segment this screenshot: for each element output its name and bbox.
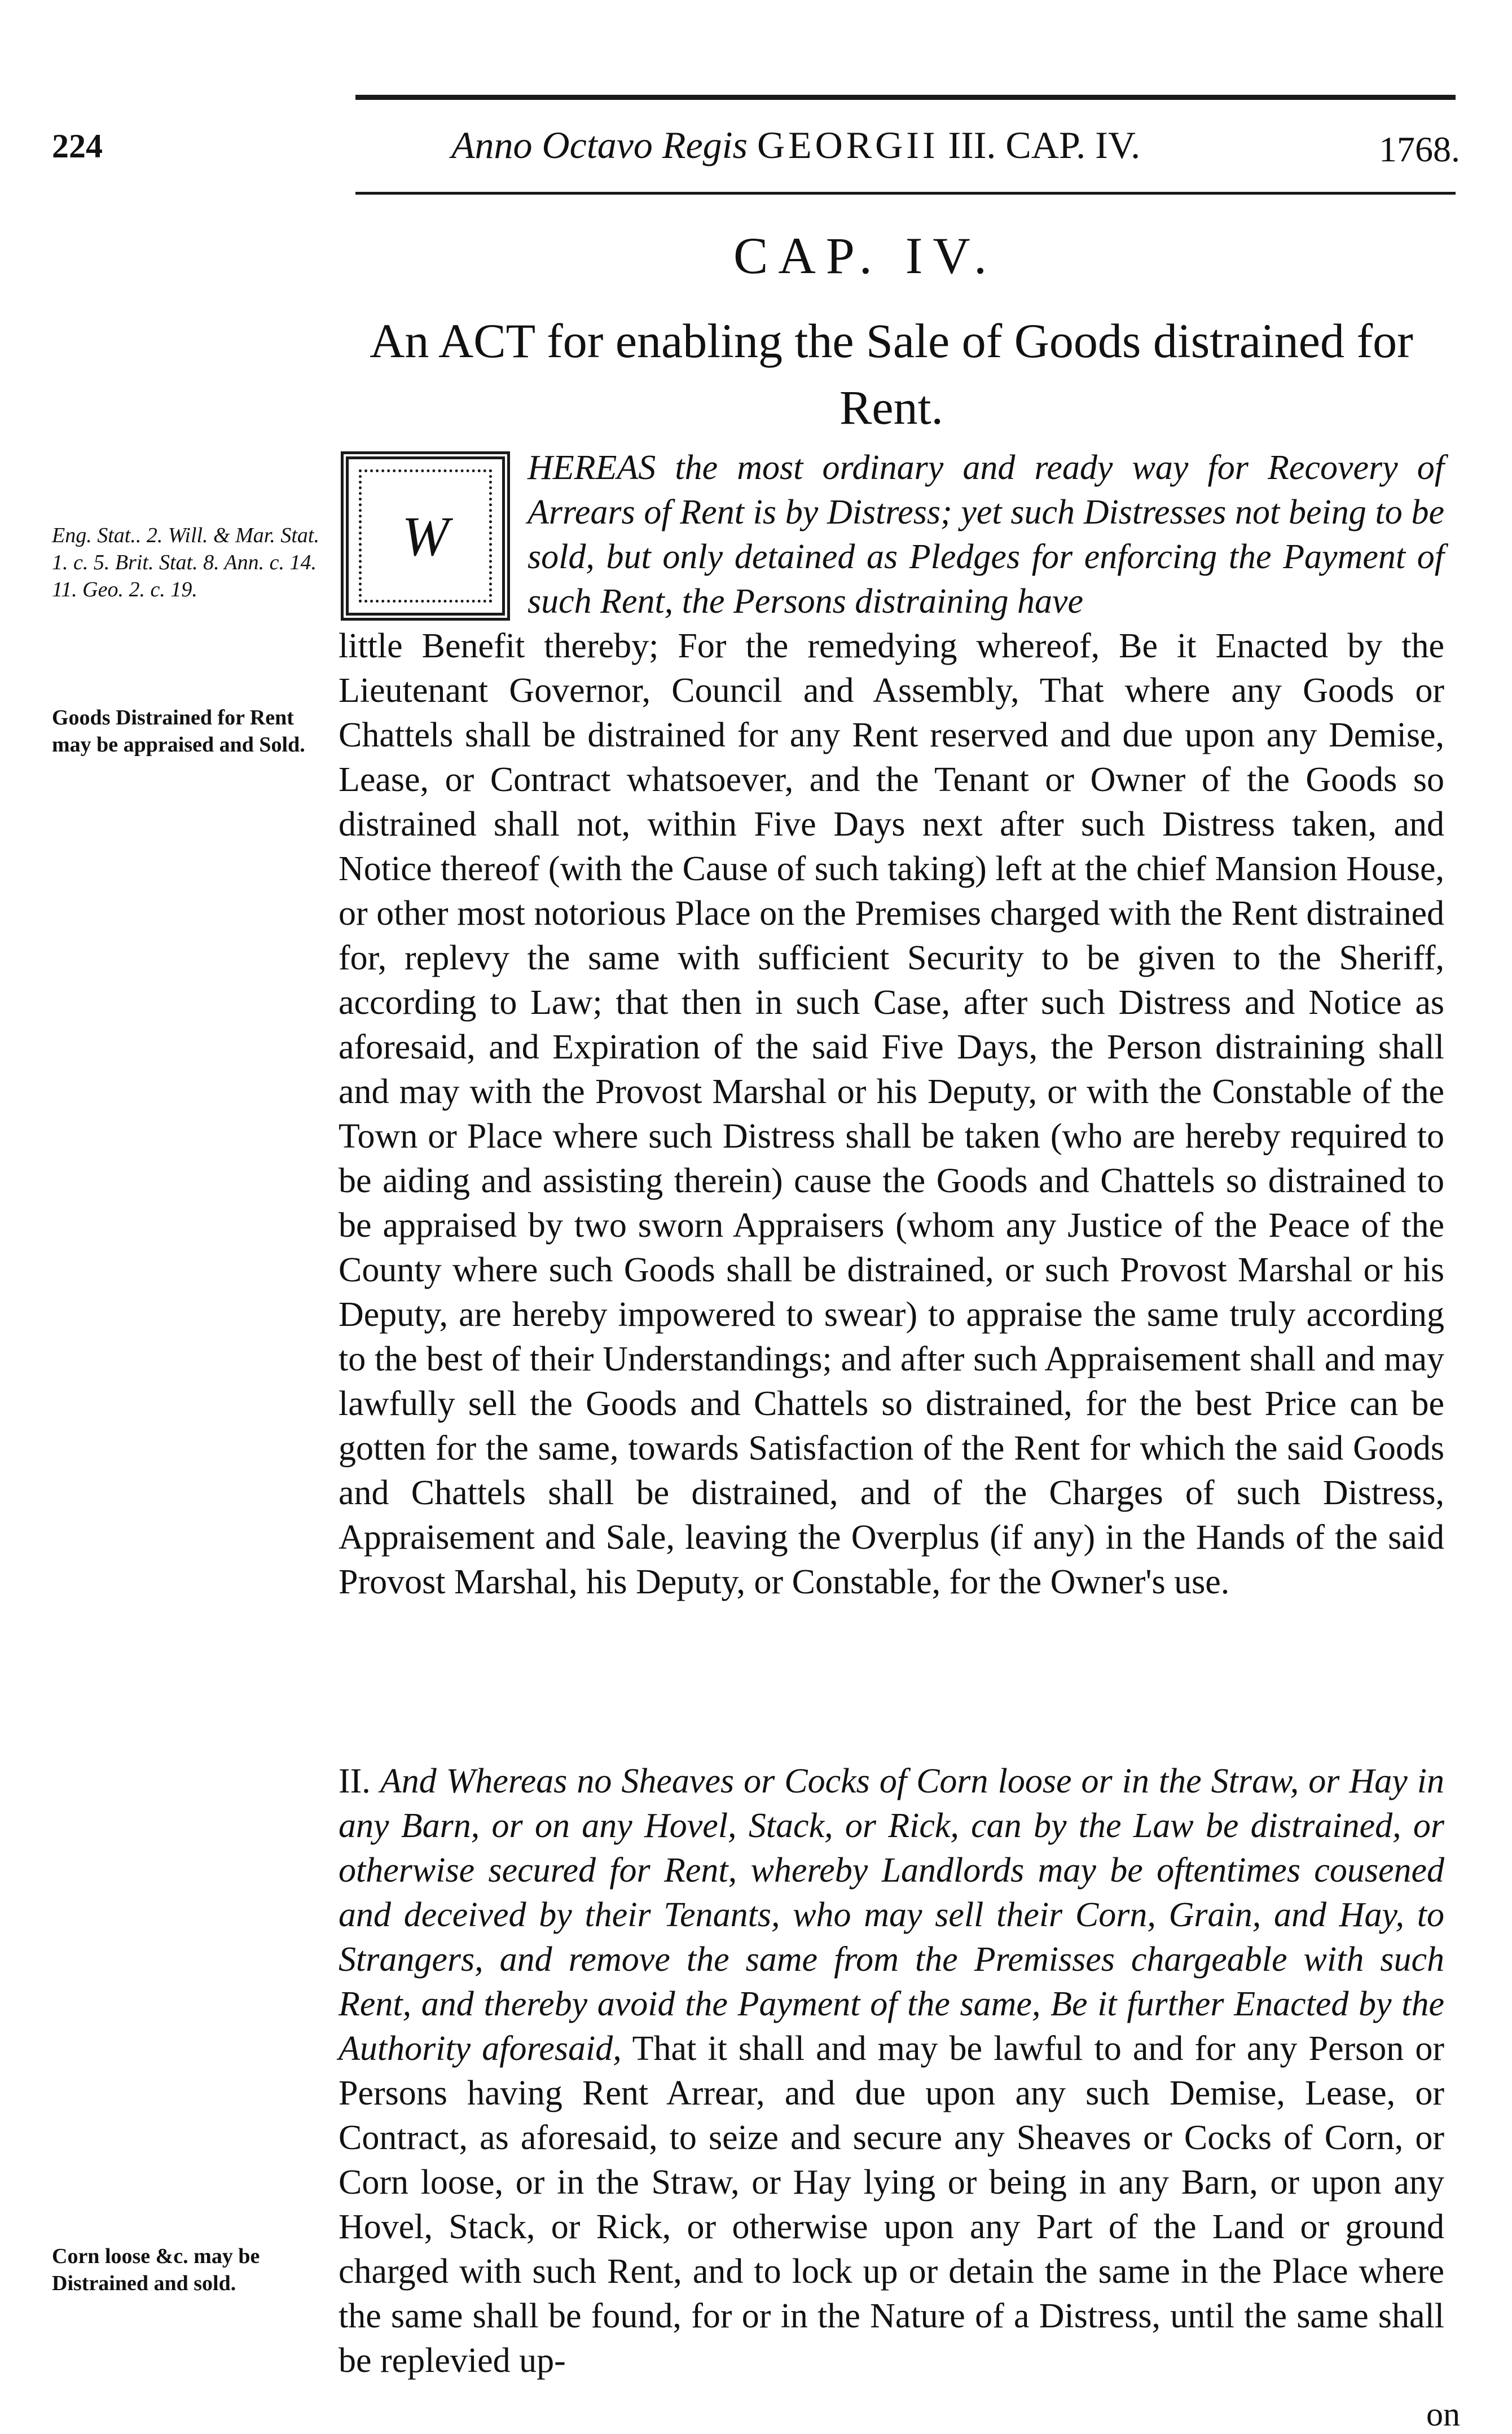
catchword: on	[1426, 2396, 1460, 2433]
header-rule-bottom	[355, 192, 1456, 195]
drop-cap-letter: W	[402, 504, 449, 568]
margin-note-corn: Corn loose &c. may be Distrained and sold.	[52, 2244, 260, 2295]
chapter-heading: CAP. IV.	[733, 227, 997, 284]
section-2	[339, 1759, 1444, 2383]
margin-note-goods: Goods Distrained for Rent may be appraised and Sold.	[52, 706, 305, 757]
section-1-body: little Benefit thereby; For the remedying whereof, Be it Enacted by the Lieutenant Governor, Council and Assembly, That where any Goods or Chattels shall be distrained for any Rent reserved and due upon any Demise, Lease, or Contract whatsoever, and the Tenant or Owner of the Goods so distrained shall not, within Five Days next after such Distress taken, and Notice thereof (with the Cause of such taking) left at the chief Mansion House, or other most notorious Place on the Premises charged with the Rent distrained for, replevy the same with sufficient Security to be given to the Sheriff, according to Law; that then in such Case, after such Distress and Notice as aforesaid, and Expiration of the said Five Days, the Person distraining shall and may with the Provost Marshal or his Deputy, or with the Constable of the Town or Place where such Distress shall be taken (who are hereby required to be aiding and assisting therein) cause the Goods and Chattels so distrained to be appraised by two sworn Appraisers (whom any Justice of the Peace of the County where such Goods shall be distrained, or such Provost Marshal or his Deputy, are hereby impowered to swear) to appraise the same truly according to the best of their Understandings; and after such Appraisement shall and may lawfully sell the Goods and Chattels so distrained, for the best Price can be gotten for the same, towards Satisfaction of the Rent for which the said Goods and Chattels shall be distrained, and of the Charges of such Distress, Appraisement and Sale, leaving the Overplus (if any) in the Hands of the said Provost Marshal, his Deputy, or Constable, for the Owner's use.	[339, 627, 1444, 1601]
header-rule-top	[355, 95, 1456, 100]
running-title	[451, 123, 1140, 168]
running-title-king: GEORGII	[757, 124, 939, 166]
section-1-opening: HEREAS the most ordinary and ready way for Recovery of Arrears of Rent is by Distress; yet such Distresses not being to be sold, but only detained as Pledges for enforcing the Payment of such Rent, the Persons distraining have	[528, 449, 1444, 621]
page-number: 224	[52, 128, 103, 165]
running-title-cap: III. CAP. IV.	[948, 124, 1141, 166]
margin-note-references: Eng. Stat.. 2. Will. & Mar. Stat. 1. c. 5. Brit. Stat. 8. Ann. c. 14. 11. Geo. 2. c. 19.	[52, 524, 319, 601]
section-2-italic: And Whereas no Sheaves or Cocks of Corn loose or in the Straw, or Hay in any Barn, or on any Hovel, Stack, or Rick, can by the Law be distrained, or otherwise secured for Rent, whereby Landlords may be oftentimes cousened and deceived by their Tenants, who may sell their Corn, Grain, and Hay, to Strangers, and remove the same from the Premisses chargeable with such Rent, and thereby avoid the Payment of the same, Be it further Enacted by the Authority aforesaid,	[339, 1762, 1444, 2068]
running-title-italic: Anno Octavo Regis	[451, 124, 748, 166]
section-1	[339, 446, 1444, 1605]
running-year: 1768.	[1379, 129, 1460, 169]
section-2-roman: That it shall and may be lawful to and for any Person or Persons having Rent Arrear, and due upon any such Demise, Lease, or Contract, as aforesaid, to seize and secure any Sheaves or Cocks of Corn, or Corn loose, or in the Straw, or Hay lying or being in any Barn, or upon any Hovel, Stack, or Rick, or otherwise upon any Part of the Land or ground charged with such Rent, and to lock up or detain the same in the Place where the same shall be found, for or in the Nature of a Distress, until the same shall be replevied up-	[339, 2029, 1444, 2380]
section-2-numeral: II.	[339, 1762, 371, 1800]
act-title: An ACT for enabling the Sale of Goods distrained for Rent.	[370, 314, 1413, 434]
